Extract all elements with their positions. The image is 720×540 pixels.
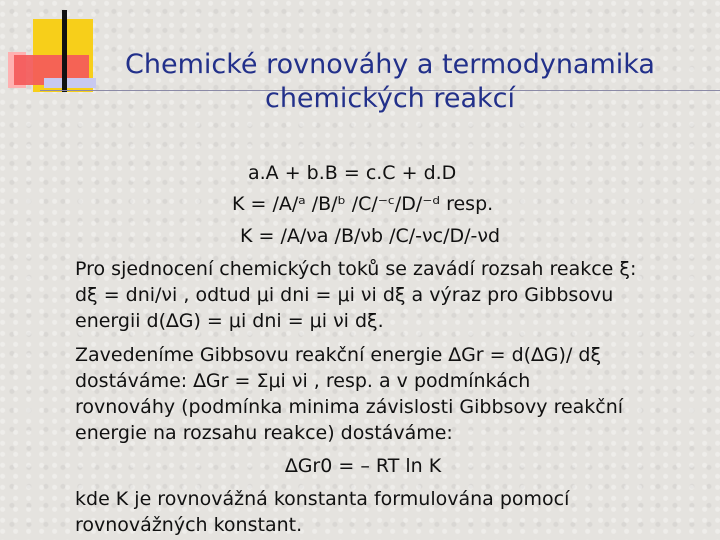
decor-vertical-line [62, 10, 67, 92]
slide-title [100, 48, 680, 116]
paragraph-reaction-extent [75, 256, 715, 334]
decor-blue-block [44, 78, 96, 88]
paragraph-line: kde K je rovnovážná konstanta formulována pomocí [75, 488, 570, 510]
paragraph-line: energii d(∆G) = μi dni = μi νi dξ. [75, 310, 384, 332]
paragraph-line: dξ = dni/νi , odtud μi dni = μi νi dξ a výraz pro Gibbsovu [75, 284, 614, 306]
paragraph-line: Pro sjednocení chemických toků se zavádí rozsah reakce ξ: [75, 258, 637, 280]
title-line-2: chemických reakcí [264, 83, 516, 114]
equilibrium-constant-1: K = /A/ᵃ /B/ᵇ /C/⁻ᶜ/D/⁻ᵈ resp. [232, 193, 494, 215]
paragraph-line: rovnovážných konstant. [75, 514, 303, 536]
equilibrium-constant-2: K = /A/νa /B/νb /C/-νc/D/-νd [240, 225, 501, 247]
reaction-equation: a.A + b.B = c.C + d.D [248, 162, 457, 184]
standard-gibbs-equation: ∆Gr0 = – RT ln K [285, 455, 442, 477]
paragraph-constant [75, 486, 715, 538]
paragraph-line: energie na rozsahu reakce) dostáváme: [75, 422, 453, 444]
paragraph-line: rovnováhy (podmínka minima závislosti Gibbsovy reakční [75, 396, 624, 418]
title-line-1: Chemické rovnováhy a termodynamika [125, 49, 655, 80]
paragraph-line: dostáváme: ∆Gr = Σμi νi , resp. a v podmínkách [75, 370, 531, 392]
paragraph-line: Zavedeníme Gibbsovu reakční energie ∆Gr = d(∆G)/ dξ [75, 344, 602, 366]
paragraph-gibbs-energy [75, 342, 715, 446]
